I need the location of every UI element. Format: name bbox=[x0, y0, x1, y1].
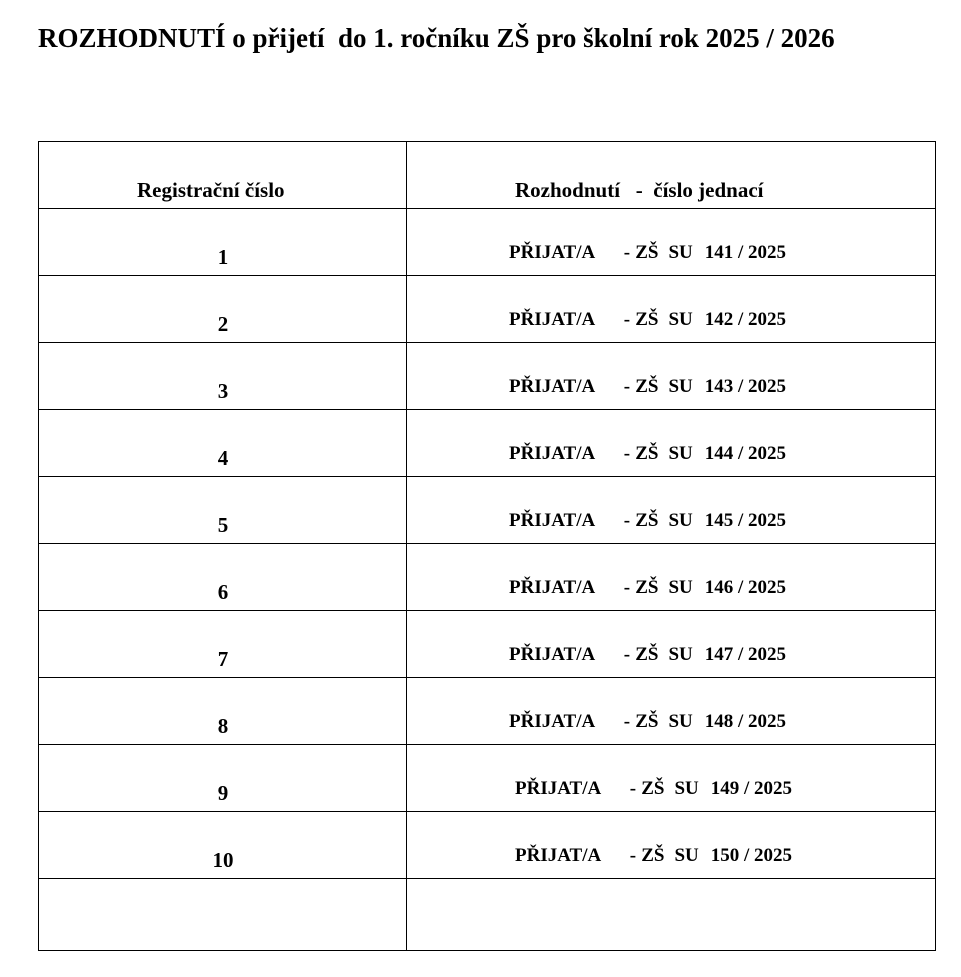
table-row bbox=[39, 678, 935, 745]
column-header-decision: Rozhodnutí - číslo jednací bbox=[515, 178, 764, 202]
ref-code: SU bbox=[668, 510, 693, 531]
decision-cell bbox=[407, 410, 935, 476]
ref-prefix: ZŠ bbox=[641, 778, 665, 799]
table-row bbox=[39, 812, 935, 879]
table-row bbox=[39, 276, 935, 343]
registration-cell bbox=[39, 611, 407, 677]
registration-number: 6 bbox=[217, 580, 229, 604]
decision-cell bbox=[407, 343, 935, 409]
registration-cell-empty bbox=[39, 879, 407, 950]
ref-number: 143 / 2025 bbox=[704, 376, 787, 397]
ref-number: 144 / 2025 bbox=[704, 443, 787, 464]
table-header-row bbox=[39, 142, 935, 209]
decision-status: PŘIJAT/A bbox=[509, 577, 596, 598]
decision-cell bbox=[407, 745, 935, 811]
registration-number: 2 bbox=[217, 312, 229, 336]
table-row bbox=[39, 209, 935, 276]
ref-code: SU bbox=[668, 309, 693, 330]
registration-cell bbox=[39, 343, 407, 409]
registration-cell bbox=[39, 276, 407, 342]
ref-prefix: ZŠ bbox=[635, 510, 659, 531]
decision-text: PŘIJAT/A - ZŠ SU 142 / 2025 bbox=[509, 309, 787, 330]
table-row bbox=[39, 477, 935, 544]
decision-text: PŘIJAT/A - ZŠ SU 147 / 2025 bbox=[509, 644, 787, 665]
registration-number: 8 bbox=[217, 714, 229, 738]
ref-number: 147 / 2025 bbox=[704, 644, 787, 665]
decision-text: PŘIJAT/A - ZŠ SU 141 / 2025 bbox=[509, 242, 787, 263]
ref-prefix: ZŠ bbox=[641, 845, 665, 866]
decision-status: PŘIJAT/A bbox=[509, 376, 596, 397]
ref-code: SU bbox=[674, 845, 699, 866]
admission-table bbox=[38, 141, 936, 951]
ref-number: 146 / 2025 bbox=[704, 577, 787, 598]
registration-cell bbox=[39, 544, 407, 610]
ref-code: SU bbox=[668, 242, 693, 263]
ref-code: SU bbox=[668, 711, 693, 732]
registration-number: 3 bbox=[217, 379, 229, 403]
decision-cell bbox=[407, 812, 935, 878]
ref-prefix: ZŠ bbox=[635, 443, 659, 464]
ref-number: 141 / 2025 bbox=[704, 242, 787, 263]
registration-number: 9 bbox=[217, 781, 229, 805]
ref-number: 149 / 2025 bbox=[710, 778, 793, 799]
registration-number: 10 bbox=[212, 848, 234, 872]
registration-number: 5 bbox=[217, 513, 229, 537]
decision-cell bbox=[407, 678, 935, 744]
decision-text: PŘIJAT/A - ZŠ SU 144 / 2025 bbox=[509, 443, 787, 464]
decision-text: PŘIJAT/A - ZŠ SU 150 / 2025 bbox=[515, 845, 793, 866]
ref-prefix: ZŠ bbox=[635, 644, 659, 665]
ref-code: SU bbox=[668, 443, 693, 464]
registration-cell bbox=[39, 209, 407, 275]
decision-text: PŘIJAT/A - ZŠ SU 149 / 2025 bbox=[515, 778, 793, 799]
ref-code: SU bbox=[668, 577, 693, 598]
ref-prefix: ZŠ bbox=[635, 309, 659, 330]
ref-number: 142 / 2025 bbox=[704, 309, 787, 330]
registration-number: 1 bbox=[217, 245, 229, 269]
decision-status: PŘIJAT/A bbox=[509, 242, 596, 263]
ref-prefix: ZŠ bbox=[635, 577, 659, 598]
decision-text: PŘIJAT/A - ZŠ SU 143 / 2025 bbox=[509, 376, 787, 397]
decision-cell-empty bbox=[407, 879, 935, 950]
ref-code: SU bbox=[668, 644, 693, 665]
ref-prefix: ZŠ bbox=[635, 376, 659, 397]
ref-code: SU bbox=[668, 376, 693, 397]
header-cell-decision bbox=[407, 142, 935, 208]
registration-number: 4 bbox=[217, 446, 229, 470]
decision-status: PŘIJAT/A bbox=[515, 845, 602, 866]
registration-cell bbox=[39, 477, 407, 543]
ref-prefix: ZŠ bbox=[635, 711, 659, 732]
table-row-empty bbox=[39, 879, 935, 950]
registration-cell bbox=[39, 745, 407, 811]
decision-cell bbox=[407, 477, 935, 543]
column-header-registration: Registrační číslo bbox=[137, 178, 285, 202]
registration-cell bbox=[39, 678, 407, 744]
decision-text: PŘIJAT/A - ZŠ SU 146 / 2025 bbox=[509, 577, 787, 598]
decision-status: PŘIJAT/A bbox=[509, 443, 596, 464]
decision-text: PŘIJAT/A - ZŠ SU 145 / 2025 bbox=[509, 510, 787, 531]
ref-prefix: ZŠ bbox=[635, 242, 659, 263]
ref-number: 150 / 2025 bbox=[710, 845, 793, 866]
document-title: ROZHODNUTÍ o přijetí do 1. ročníku ZŠ pro školní rok 2025 / 2026 bbox=[38, 23, 835, 53]
decision-status: PŘIJAT/A bbox=[509, 309, 596, 330]
table-row bbox=[39, 611, 935, 678]
decision-cell bbox=[407, 611, 935, 677]
ref-number: 145 / 2025 bbox=[704, 510, 787, 531]
decision-cell bbox=[407, 209, 935, 275]
decision-text: PŘIJAT/A - ZŠ SU 148 / 2025 bbox=[509, 711, 787, 732]
decision-status: PŘIJAT/A bbox=[509, 644, 596, 665]
decision-status: PŘIJAT/A bbox=[515, 778, 602, 799]
ref-code: SU bbox=[674, 778, 699, 799]
ref-number: 148 / 2025 bbox=[704, 711, 787, 732]
decision-status: PŘIJAT/A bbox=[509, 711, 596, 732]
decision-cell bbox=[407, 276, 935, 342]
registration-cell bbox=[39, 812, 407, 878]
header-cell-registration bbox=[39, 142, 407, 208]
table-row bbox=[39, 745, 935, 812]
decision-cell bbox=[407, 544, 935, 610]
registration-number: 7 bbox=[217, 647, 229, 671]
registration-cell bbox=[39, 410, 407, 476]
table-row bbox=[39, 544, 935, 611]
table-row bbox=[39, 410, 935, 477]
decision-status: PŘIJAT/A bbox=[509, 510, 596, 531]
table-row bbox=[39, 343, 935, 410]
